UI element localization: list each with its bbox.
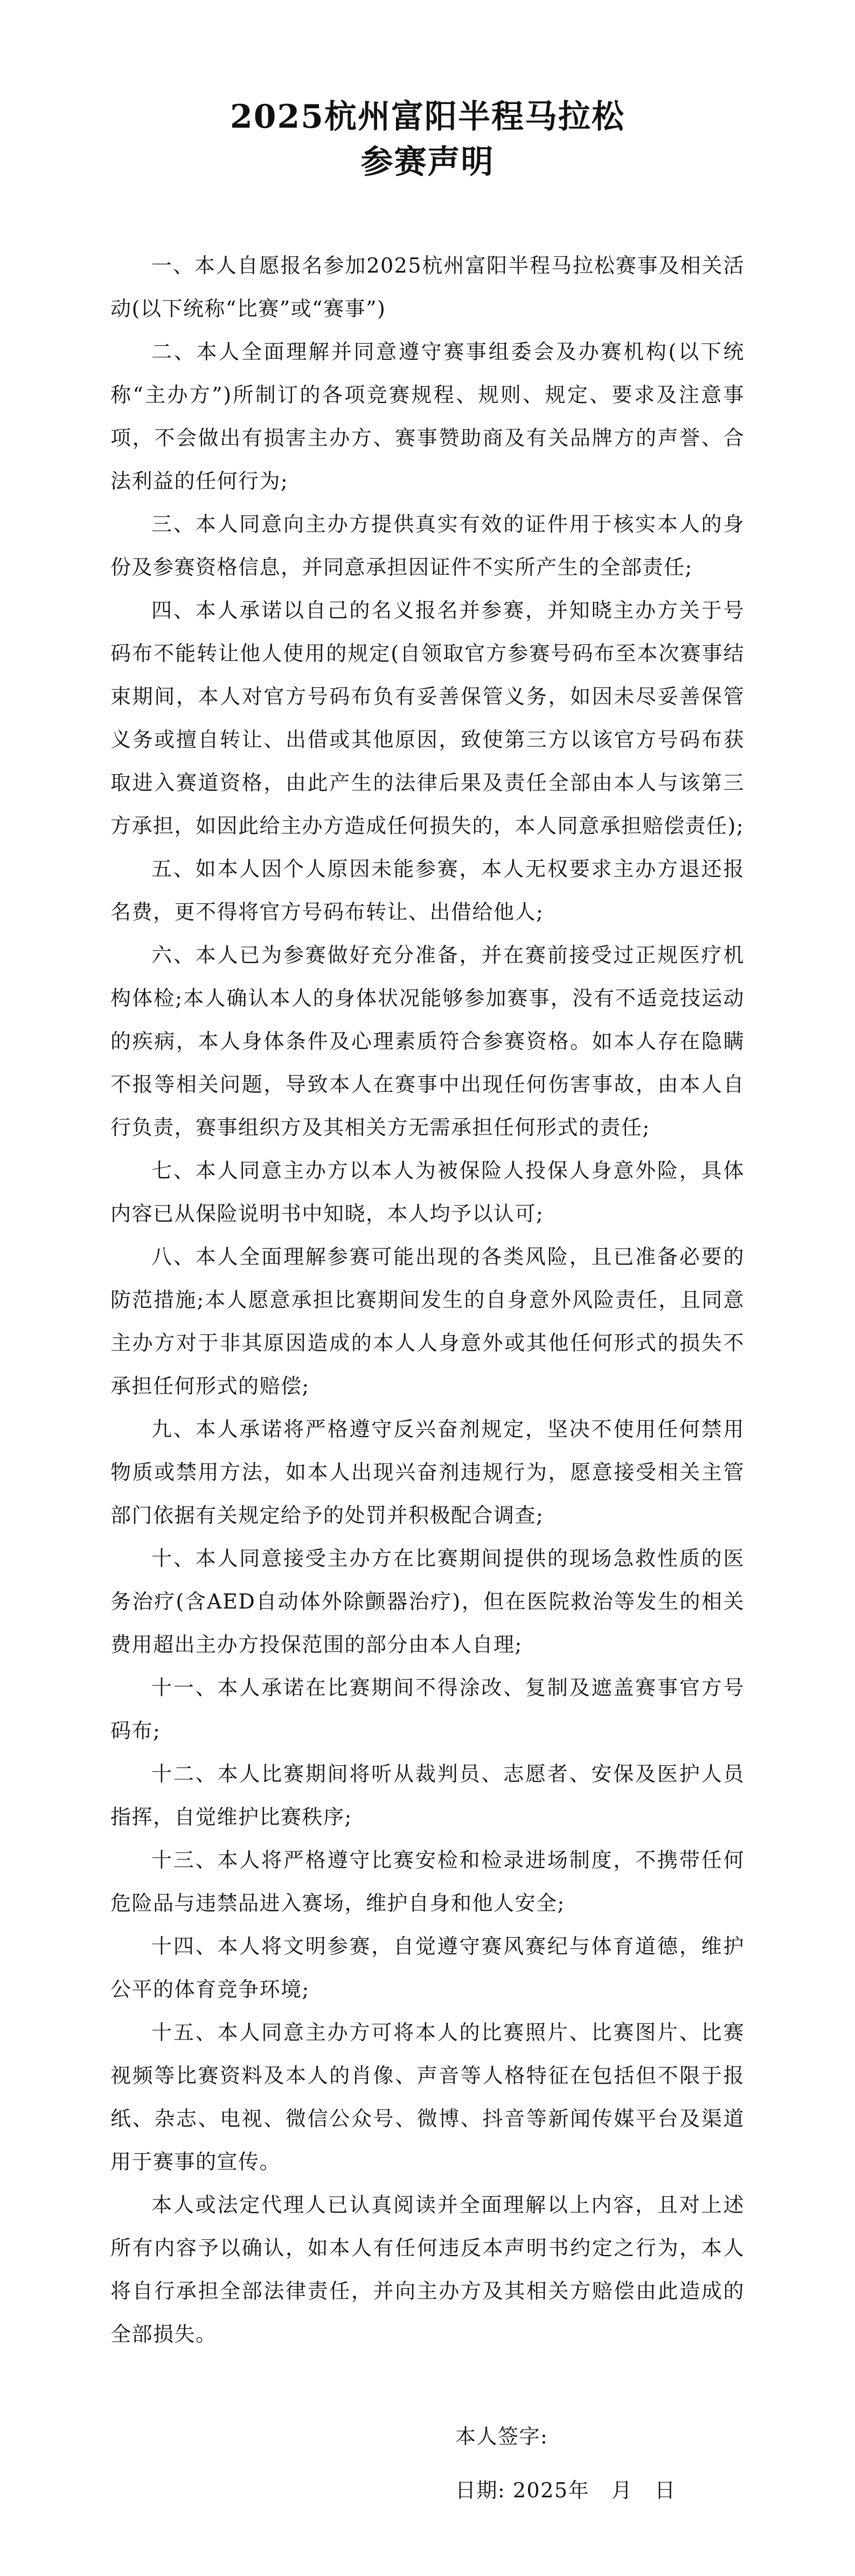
clause-5: 五、如本人因个人原因未能参赛，本人无权要求主办方退还报名费，更不得将官方号码布转让、出借给他人; [110,857,745,924]
clause-9: 九、本人承诺将严格遵守反兴奋剂规定，坚决不使用任何禁用物质或禁用方法，如本人出现兴奋剂违规行为，愿意接受相关主管部门依据有关规定给予的处罚并积极配合调查; [110,1417,745,1527]
closing-statement: 本人或法定代理人已认真阅读并全面理解以上内容，且对上述所有内容予以确认，如本人有任何违反本声明书约定之行为，本人将自行承担全部法律责任，并向主办方及其相关方赔偿由此造成的全部损失。 [110,2193,745,2346]
date-line: 日期: 2025年 月 日 [455,2478,676,2502]
clause-1: 一、本人自愿报名参加2025杭州富阳半程马拉松赛事及相关活动(以下统称“比赛”或“赛事”) [110,254,745,321]
clause-14: 十四、本人将文明参赛，自觉遵守赛风赛纪与体育道德，维护公平的体育竞争环境; [110,1934,745,2001]
title-block [110,94,745,185]
title-line-2: 参赛声明 [360,143,495,181]
clause-15: 十五、本人同意主办方可将本人的比赛照片、比赛图片、比赛视频等比赛资料及本人的肖像、声音等人格特征在包括但不限于报纸、杂志、电视、微信公众号、微博、抖音等新闻传媒平台及渠道用于赛事的宣传。 [110,2021,745,2174]
signature-label: 本人签字: [455,2425,548,2448]
clause-10: 十、本人同意接受主办方在比赛期间提供的现场急救性质的医务治疗(含AED自动体外除颤器治疗)，但在医院救治等发生的相关费用超出主办方投保范围的部分由本人自理; [110,1547,745,1656]
clause-13: 十三、本人将严格遵守比赛安检和检录进场制度，不携带任何危险品与违禁品进入赛场，维护自身和他人安全; [110,1848,745,1915]
clause-4: 四、本人承诺以自己的名义报名并参赛，并知晓主办方关于号码布不能转让他人使用的规定(自领取官方参赛号码布至本次赛事结束期间，本人对官方号码布负有妥善保管义务，如因未尽妥善保管义务或擅自转让、出借或其他原因，致使第三方以该官方号码布获取进入赛道资格，由此产生的法律后果及责任全部由本人与该第三方承担，如因此给主办方造成任何损失的，本人同意承担赔偿责任); [110,598,745,838]
clause-6: 六、本人已为参赛做好充分准备，并在赛前接受过正规医疗机构体检;本人确认本人的身体状况能够参加赛事，没有不适竞技运动的疾病，本人身体条件及心理素质符合参赛资格。如本人存在隐瞒不报等相关问题，导致本人在赛事中出现任何伤害事故，由本人自行负责，赛事组织方及其相关方无需承担任何形式的责任; [110,943,745,1139]
title-line-1: 2025杭州富阳半程马拉松 [230,98,625,136]
signature-block [110,2415,745,2512]
clause-11: 十一、本人承诺在比赛期间不得涂改、复制及遮盖赛事官方号码布; [110,1676,745,1743]
clause-7: 七、本人同意主办方以本人为被保险人投保人身意外险，具体内容已从保险说明书中知晓，本人均予以认可; [110,1159,745,1226]
clause-list [110,244,745,2356]
clause-3: 三、本人同意向主办方提供真实有效的证件用于核实本人的身份及参赛资格信息，并同意承担因证件不实所产生的全部责任; [110,512,745,579]
clause-12: 十二、本人比赛期间将听从裁判员、志愿者、安保及医护人员指挥，自觉维护比赛秩序; [110,1762,745,1829]
clause-8: 八、本人全面理解参赛可能出现的各类风险，且已准备必要的防范措施;本人愿意承担比赛期间发生的自身意外风险责任，且同意主办方对于非其原因造成的本人人身意外或其他任何形式的损失不承担任何形式的赔偿; [110,1245,745,1398]
clause-2: 二、本人全面理解并同意遵守赛事组委会及办赛机构(以下统称“主办方”)所制订的各项竞赛规程、规则、规定、要求及注意事项，不会做出有损害主办方、赛事赞助商及有关品牌方的声誉、合法利益的任何行为; [110,340,745,493]
